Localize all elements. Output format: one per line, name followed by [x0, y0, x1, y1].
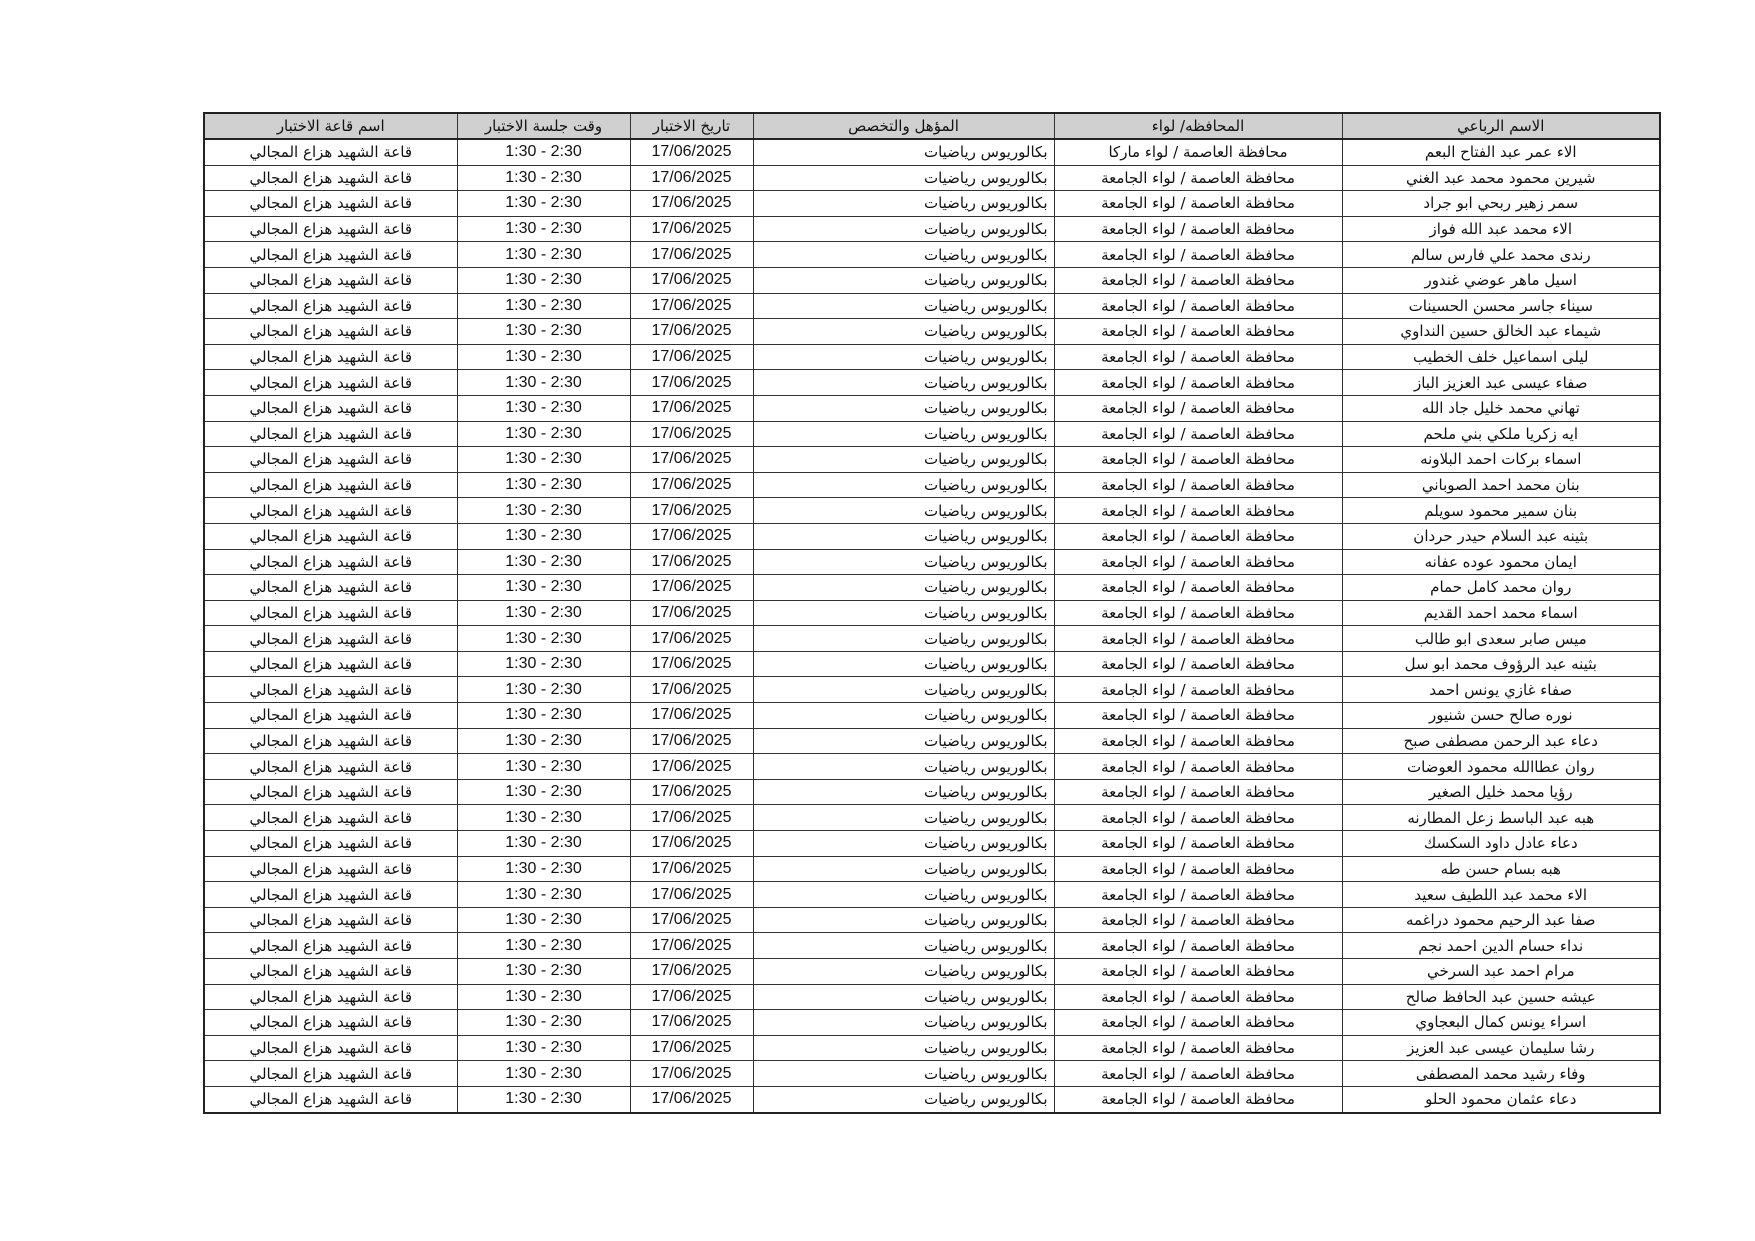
cell-exam-time: 1:30 - 2:30: [457, 293, 630, 319]
cell-exam-time: 1:30 - 2:30: [457, 933, 630, 959]
cell-full-name: هبه عبد الباسط زعل المطارنه: [1342, 805, 1660, 831]
cell-exam-date: 17/06/2025: [630, 703, 753, 729]
cell-full-name: تهاني محمد خليل جاد الله: [1342, 395, 1660, 421]
cell-exam-room: قاعة الشهيد هزاع المجالي: [204, 1035, 457, 1061]
cell-exam-room: قاعة الشهيد هزاع المجالي: [204, 216, 457, 242]
cell-exam-date: 17/06/2025: [630, 1010, 753, 1036]
cell-exam-room: قاعة الشهيد هزاع المجالي: [204, 267, 457, 293]
cell-qualification: بكالوريوس رياضيات: [753, 1061, 1054, 1087]
cell-exam-date: 17/06/2025: [630, 267, 753, 293]
cell-exam-date: 17/06/2025: [630, 831, 753, 857]
cell-exam-date: 17/06/2025: [630, 907, 753, 933]
cell-full-name: نوره صالح حسن شنيور: [1342, 703, 1660, 729]
cell-exam-time: 1:30 - 2:30: [457, 216, 630, 242]
cell-exam-room: قاعة الشهيد هزاع المجالي: [204, 626, 457, 652]
cell-exam-room: قاعة الشهيد هزاع المجالي: [204, 447, 457, 473]
cell-qualification: بكالوريوس رياضيات: [753, 754, 1054, 780]
table-row: [204, 651, 1660, 677]
cell-exam-room: قاعة الشهيد هزاع المجالي: [204, 728, 457, 754]
cell-full-name: دعاء عبد الرحمن مصطفى صبح: [1342, 728, 1660, 754]
cell-exam-date: 17/06/2025: [630, 1035, 753, 1061]
cell-full-name: بثينه عبد السلام حيدر حردان: [1342, 523, 1660, 549]
cell-full-name: صفاء عيسى عبد العزيز الباز: [1342, 370, 1660, 396]
cell-governorate: محافظة العاصمة / لواء الجامعة: [1054, 575, 1342, 601]
cell-full-name: ايه زكريا ملكي بني ملحم: [1342, 421, 1660, 447]
cell-qualification: بكالوريوس رياضيات: [753, 677, 1054, 703]
cell-governorate: محافظة العاصمة / لواء الجامعة: [1054, 1061, 1342, 1087]
table-row: [204, 703, 1660, 729]
table-row: [204, 1035, 1660, 1061]
cell-exam-date: 17/06/2025: [630, 395, 753, 421]
cell-exam-time: 1:30 - 2:30: [457, 549, 630, 575]
cell-exam-date: 17/06/2025: [630, 472, 753, 498]
table-row: [204, 216, 1660, 242]
cell-governorate: محافظة العاصمة / لواء الجامعة: [1054, 856, 1342, 882]
cell-governorate: محافظة العاصمة / لواء الجامعة: [1054, 165, 1342, 191]
cell-full-name: نداء حسام الدين احمد نجم: [1342, 933, 1660, 959]
cell-full-name: دعاء عثمان محمود الحلو: [1342, 1086, 1660, 1112]
cell-governorate: محافظة العاصمة / لواء الجامعة: [1054, 447, 1342, 473]
cell-full-name: الاء محمد عبد اللطيف سعيد: [1342, 882, 1660, 908]
cell-full-name: رشا سليمان عيسى عبد العزيز: [1342, 1035, 1660, 1061]
cell-exam-date: 17/06/2025: [630, 1086, 753, 1112]
cell-qualification: بكالوريوس رياضيات: [753, 165, 1054, 191]
cell-exam-time: 1:30 - 2:30: [457, 421, 630, 447]
cell-exam-date: 17/06/2025: [630, 677, 753, 703]
cell-governorate: محافظة العاصمة / لواء الجامعة: [1054, 984, 1342, 1010]
cell-qualification: بكالوريوس رياضيات: [753, 549, 1054, 575]
cell-full-name: روان محمد كامل حمام: [1342, 575, 1660, 601]
cell-qualification: بكالوريوس رياضيات: [753, 523, 1054, 549]
table-row: [204, 370, 1660, 396]
cell-exam-time: 1:30 - 2:30: [457, 959, 630, 985]
cell-exam-room: قاعة الشهيد هزاع المجالي: [204, 1061, 457, 1087]
cell-qualification: بكالوريوس رياضيات: [753, 370, 1054, 396]
table-header: [204, 113, 1660, 139]
table-row: [204, 600, 1660, 626]
cell-exam-date: 17/06/2025: [630, 447, 753, 473]
cell-qualification: بكالوريوس رياضيات: [753, 344, 1054, 370]
table-row: [204, 395, 1660, 421]
cell-exam-time: 1:30 - 2:30: [457, 1086, 630, 1112]
cell-exam-room: قاعة الشهيد هزاع المجالي: [204, 242, 457, 268]
table-row: [204, 523, 1660, 549]
cell-exam-time: 1:30 - 2:30: [457, 805, 630, 831]
cell-exam-date: 17/06/2025: [630, 421, 753, 447]
cell-governorate: محافظة العاصمة / لواء الجامعة: [1054, 267, 1342, 293]
header-exam-room: اسم قاعة الاختبار: [204, 113, 457, 139]
cell-exam-time: 1:30 - 2:30: [457, 856, 630, 882]
cell-qualification: بكالوريوس رياضيات: [753, 651, 1054, 677]
cell-exam-room: قاعة الشهيد هزاع المجالي: [204, 549, 457, 575]
table-row: [204, 984, 1660, 1010]
cell-exam-time: 1:30 - 2:30: [457, 831, 630, 857]
cell-full-name: بثينه عبد الرؤوف محمد ابو سل: [1342, 651, 1660, 677]
cell-qualification: بكالوريوس رياضيات: [753, 1010, 1054, 1036]
cell-governorate: محافظة العاصمة / لواء الجامعة: [1054, 805, 1342, 831]
table-row: [204, 882, 1660, 908]
cell-exam-time: 1:30 - 2:30: [457, 600, 630, 626]
cell-exam-date: 17/06/2025: [630, 293, 753, 319]
cell-governorate: محافظة العاصمة / لواء الجامعة: [1054, 831, 1342, 857]
cell-qualification: بكالوريوس رياضيات: [753, 831, 1054, 857]
cell-governorate: محافظة العاصمة / لواء الجامعة: [1054, 959, 1342, 985]
cell-exam-room: قاعة الشهيد هزاع المجالي: [204, 703, 457, 729]
cell-exam-time: 1:30 - 2:30: [457, 447, 630, 473]
cell-exam-room: قاعة الشهيد هزاع المجالي: [204, 677, 457, 703]
cell-governorate: محافظة العاصمة / لواء الجامعة: [1054, 242, 1342, 268]
cell-governorate: محافظة العاصمة / لواء الجامعة: [1054, 626, 1342, 652]
cell-full-name: ليلى اسماعيل خلف الخطيب: [1342, 344, 1660, 370]
cell-exam-time: 1:30 - 2:30: [457, 498, 630, 524]
cell-exam-room: قاعة الشهيد هزاع المجالي: [204, 165, 457, 191]
cell-full-name: اسماء بركات احمد البلاونه: [1342, 447, 1660, 473]
cell-qualification: بكالوريوس رياضيات: [753, 191, 1054, 217]
table-row: [204, 447, 1660, 473]
cell-full-name: الاء محمد عبد الله فواز: [1342, 216, 1660, 242]
cell-governorate: محافظة العاصمة / لواء الجامعة: [1054, 600, 1342, 626]
cell-qualification: بكالوريوس رياضيات: [753, 1035, 1054, 1061]
cell-exam-date: 17/06/2025: [630, 319, 753, 345]
cell-qualification: بكالوريوس رياضيات: [753, 498, 1054, 524]
cell-governorate: محافظة العاصمة / لواء الجامعة: [1054, 395, 1342, 421]
cell-exam-room: قاعة الشهيد هزاع المجالي: [204, 319, 457, 345]
cell-exam-time: 1:30 - 2:30: [457, 651, 630, 677]
cell-exam-time: 1:30 - 2:30: [457, 1061, 630, 1087]
cell-exam-date: 17/06/2025: [630, 216, 753, 242]
cell-exam-room: قاعة الشهيد هزاع المجالي: [204, 882, 457, 908]
table-row: [204, 293, 1660, 319]
cell-qualification: بكالوريوس رياضيات: [753, 319, 1054, 345]
cell-exam-time: 1:30 - 2:30: [457, 984, 630, 1010]
table-body: [204, 139, 1660, 1113]
cell-exam-date: 17/06/2025: [630, 1061, 753, 1087]
cell-exam-time: 1:30 - 2:30: [457, 1010, 630, 1036]
header-row: [204, 113, 1660, 139]
cell-qualification: بكالوريوس رياضيات: [753, 293, 1054, 319]
table-row: [204, 139, 1660, 165]
cell-exam-time: 1:30 - 2:30: [457, 779, 630, 805]
cell-exam-room: قاعة الشهيد هزاع المجالي: [204, 191, 457, 217]
cell-qualification: بكالوريوس رياضيات: [753, 421, 1054, 447]
cell-exam-time: 1:30 - 2:30: [457, 191, 630, 217]
cell-qualification: بكالوريوس رياضيات: [753, 882, 1054, 908]
cell-full-name: سمر زهير ربحي ابو جراد: [1342, 191, 1660, 217]
cell-exam-time: 1:30 - 2:30: [457, 319, 630, 345]
cell-full-name: رندى محمد علي فارس سالم: [1342, 242, 1660, 268]
cell-exam-time: 1:30 - 2:30: [457, 472, 630, 498]
cell-exam-date: 17/06/2025: [630, 984, 753, 1010]
cell-full-name: بنان محمد احمد الصوباني: [1342, 472, 1660, 498]
cell-full-name: دعاء عادل داود السكسك: [1342, 831, 1660, 857]
cell-governorate: محافظة العاصمة / لواء الجامعة: [1054, 472, 1342, 498]
cell-full-name: شيرين محمود محمد عبد الغني: [1342, 165, 1660, 191]
table-row: [204, 728, 1660, 754]
table-row: [204, 319, 1660, 345]
cell-qualification: بكالوريوس رياضيات: [753, 805, 1054, 831]
table-row: [204, 191, 1660, 217]
cell-qualification: بكالوريوس رياضيات: [753, 600, 1054, 626]
cell-exam-room: قاعة الشهيد هزاع المجالي: [204, 984, 457, 1010]
cell-exam-room: قاعة الشهيد هزاع المجالي: [204, 395, 457, 421]
cell-full-name: سيناء جاسر محسن الحسينات: [1342, 293, 1660, 319]
table-row: [204, 805, 1660, 831]
cell-full-name: بنان سمير محمود سويلم: [1342, 498, 1660, 524]
cell-exam-date: 17/06/2025: [630, 754, 753, 780]
cell-governorate: محافظة العاصمة / لواء ماركا: [1054, 139, 1342, 165]
table-row: [204, 856, 1660, 882]
cell-exam-time: 1:30 - 2:30: [457, 165, 630, 191]
table-row: [204, 472, 1660, 498]
cell-exam-date: 17/06/2025: [630, 959, 753, 985]
table-row: [204, 575, 1660, 601]
cell-exam-room: قاعة الشهيد هزاع المجالي: [204, 831, 457, 857]
header-governorate: المحافظه/ لواء: [1054, 113, 1342, 139]
cell-full-name: ميس صابر سعدى ابو طالب: [1342, 626, 1660, 652]
cell-qualification: بكالوريوس رياضيات: [753, 242, 1054, 268]
cell-exam-date: 17/06/2025: [630, 728, 753, 754]
cell-exam-room: قاعة الشهيد هزاع المجالي: [204, 779, 457, 805]
cell-governorate: محافظة العاصمة / لواء الجامعة: [1054, 370, 1342, 396]
cell-full-name: ايمان محمود عوده عفانه: [1342, 549, 1660, 575]
cell-exam-room: قاعة الشهيد هزاع المجالي: [204, 959, 457, 985]
cell-governorate: محافظة العاصمة / لواء الجامعة: [1054, 651, 1342, 677]
cell-governorate: محافظة العاصمة / لواء الجامعة: [1054, 421, 1342, 447]
cell-governorate: محافظة العاصمة / لواء الجامعة: [1054, 523, 1342, 549]
cell-exam-date: 17/06/2025: [630, 242, 753, 268]
cell-qualification: بكالوريوس رياضيات: [753, 856, 1054, 882]
cell-full-name: اسراء يونس كمال البعجاوي: [1342, 1010, 1660, 1036]
cell-exam-time: 1:30 - 2:30: [457, 907, 630, 933]
cell-full-name: الاء عمر عبد الفتاح البعم: [1342, 139, 1660, 165]
cell-exam-room: قاعة الشهيد هزاع المجالي: [204, 575, 457, 601]
table-row: [204, 779, 1660, 805]
cell-exam-room: قاعة الشهيد هزاع المجالي: [204, 498, 457, 524]
table-row: [204, 165, 1660, 191]
cell-exam-date: 17/06/2025: [630, 856, 753, 882]
cell-exam-room: قاعة الشهيد هزاع المجالي: [204, 933, 457, 959]
cell-qualification: بكالوريوس رياضيات: [753, 907, 1054, 933]
cell-exam-room: قاعة الشهيد هزاع المجالي: [204, 805, 457, 831]
table-row: [204, 754, 1660, 780]
cell-full-name: رؤيا محمد خليل الصغير: [1342, 779, 1660, 805]
cell-exam-room: قاعة الشهيد هزاع المجالي: [204, 754, 457, 780]
cell-exam-date: 17/06/2025: [630, 626, 753, 652]
cell-exam-room: قاعة الشهيد هزاع المجالي: [204, 600, 457, 626]
header-qualification: المؤهل والتخصص: [753, 113, 1054, 139]
cell-exam-time: 1:30 - 2:30: [457, 575, 630, 601]
cell-exam-time: 1:30 - 2:30: [457, 523, 630, 549]
cell-exam-room: قاعة الشهيد هزاع المجالي: [204, 651, 457, 677]
cell-governorate: محافظة العاصمة / لواء الجامعة: [1054, 907, 1342, 933]
cell-exam-room: قاعة الشهيد هزاع المجالي: [204, 370, 457, 396]
cell-exam-date: 17/06/2025: [630, 651, 753, 677]
cell-exam-time: 1:30 - 2:30: [457, 754, 630, 780]
table-row: [204, 267, 1660, 293]
cell-exam-time: 1:30 - 2:30: [457, 267, 630, 293]
cell-exam-date: 17/06/2025: [630, 165, 753, 191]
header-full-name: الاسم الرباعي: [1342, 113, 1660, 139]
exam-schedule-table: [203, 112, 1661, 1114]
cell-exam-date: 17/06/2025: [630, 779, 753, 805]
table-row: [204, 498, 1660, 524]
cell-qualification: بكالوريوس رياضيات: [753, 395, 1054, 421]
cell-qualification: بكالوريوس رياضيات: [753, 267, 1054, 293]
cell-governorate: محافظة العاصمة / لواء الجامعة: [1054, 319, 1342, 345]
table-row: [204, 344, 1660, 370]
cell-exam-room: قاعة الشهيد هزاع المجالي: [204, 1010, 457, 1036]
cell-full-name: وفاء رشيد محمد المصطفى: [1342, 1061, 1660, 1087]
cell-governorate: محافظة العاصمة / لواء الجامعة: [1054, 728, 1342, 754]
cell-exam-date: 17/06/2025: [630, 549, 753, 575]
cell-governorate: محافظة العاصمة / لواء الجامعة: [1054, 216, 1342, 242]
cell-exam-date: 17/06/2025: [630, 600, 753, 626]
cell-exam-date: 17/06/2025: [630, 370, 753, 396]
cell-exam-time: 1:30 - 2:30: [457, 677, 630, 703]
table-row: [204, 933, 1660, 959]
cell-exam-time: 1:30 - 2:30: [457, 370, 630, 396]
cell-exam-time: 1:30 - 2:30: [457, 344, 630, 370]
cell-governorate: محافظة العاصمة / لواء الجامعة: [1054, 1086, 1342, 1112]
cell-full-name: اسيل ماهر عوضي غندور: [1342, 267, 1660, 293]
cell-full-name: صفاء غازي يونس احمد: [1342, 677, 1660, 703]
cell-qualification: بكالوريوس رياضيات: [753, 447, 1054, 473]
cell-governorate: محافظة العاصمة / لواء الجامعة: [1054, 779, 1342, 805]
cell-exam-room: قاعة الشهيد هزاع المجالي: [204, 472, 457, 498]
cell-qualification: بكالوريوس رياضيات: [753, 984, 1054, 1010]
cell-governorate: محافظة العاصمة / لواء الجامعة: [1054, 191, 1342, 217]
cell-exam-date: 17/06/2025: [630, 498, 753, 524]
cell-qualification: بكالوريوس رياضيات: [753, 959, 1054, 985]
cell-governorate: محافظة العاصمة / لواء الجامعة: [1054, 703, 1342, 729]
cell-exam-date: 17/06/2025: [630, 933, 753, 959]
table-row: [204, 1061, 1660, 1087]
cell-exam-date: 17/06/2025: [630, 139, 753, 165]
table-row: [204, 549, 1660, 575]
cell-governorate: محافظة العاصمة / لواء الجامعة: [1054, 1010, 1342, 1036]
cell-governorate: محافظة العاصمة / لواء الجامعة: [1054, 933, 1342, 959]
header-exam-date: تاريخ الاختبار: [630, 113, 753, 139]
cell-governorate: محافظة العاصمة / لواء الجامعة: [1054, 498, 1342, 524]
table-row: [204, 421, 1660, 447]
cell-exam-time: 1:30 - 2:30: [457, 242, 630, 268]
table-row: [204, 907, 1660, 933]
cell-governorate: محافظة العاصمة / لواء الجامعة: [1054, 754, 1342, 780]
cell-qualification: بكالوريوس رياضيات: [753, 779, 1054, 805]
cell-qualification: بكالوريوس رياضيات: [753, 575, 1054, 601]
cell-qualification: بكالوريوس رياضيات: [753, 703, 1054, 729]
header-exam-time: وقت جلسة الاختبار: [457, 113, 630, 139]
cell-governorate: محافظة العاصمة / لواء الجامعة: [1054, 1035, 1342, 1061]
table-row: [204, 677, 1660, 703]
cell-qualification: بكالوريوس رياضيات: [753, 626, 1054, 652]
cell-exam-date: 17/06/2025: [630, 575, 753, 601]
cell-exam-room: قاعة الشهيد هزاع المجالي: [204, 907, 457, 933]
cell-exam-time: 1:30 - 2:30: [457, 139, 630, 165]
cell-exam-room: قاعة الشهيد هزاع المجالي: [204, 139, 457, 165]
cell-exam-room: قاعة الشهيد هزاع المجالي: [204, 856, 457, 882]
cell-full-name: شيماء عبد الخالق حسين النداوي: [1342, 319, 1660, 345]
cell-exam-time: 1:30 - 2:30: [457, 395, 630, 421]
cell-exam-time: 1:30 - 2:30: [457, 882, 630, 908]
cell-exam-room: قاعة الشهيد هزاع المجالي: [204, 344, 457, 370]
cell-exam-date: 17/06/2025: [630, 344, 753, 370]
cell-full-name: هبه بسام حسن طه: [1342, 856, 1660, 882]
table-row: [204, 626, 1660, 652]
cell-qualification: بكالوريوس رياضيات: [753, 728, 1054, 754]
cell-exam-time: 1:30 - 2:30: [457, 1035, 630, 1061]
cell-governorate: محافظة العاصمة / لواء الجامعة: [1054, 293, 1342, 319]
cell-qualification: بكالوريوس رياضيات: [753, 139, 1054, 165]
cell-exam-room: قاعة الشهيد هزاع المجالي: [204, 523, 457, 549]
cell-exam-date: 17/06/2025: [630, 882, 753, 908]
cell-qualification: بكالوريوس رياضيات: [753, 216, 1054, 242]
cell-full-name: اسماء محمد احمد القديم: [1342, 600, 1660, 626]
cell-qualification: بكالوريوس رياضيات: [753, 933, 1054, 959]
table-row: [204, 242, 1660, 268]
cell-full-name: عيشه حسين عبد الحافظ صالح: [1342, 984, 1660, 1010]
cell-exam-date: 17/06/2025: [630, 805, 753, 831]
table-row: [204, 1086, 1660, 1112]
cell-exam-room: قاعة الشهيد هزاع المجالي: [204, 1086, 457, 1112]
cell-qualification: بكالوريوس رياضيات: [753, 1086, 1054, 1112]
cell-governorate: محافظة العاصمة / لواء الجامعة: [1054, 344, 1342, 370]
cell-exam-time: 1:30 - 2:30: [457, 703, 630, 729]
cell-governorate: محافظة العاصمة / لواء الجامعة: [1054, 549, 1342, 575]
cell-exam-date: 17/06/2025: [630, 523, 753, 549]
table-row: [204, 831, 1660, 857]
table-row: [204, 959, 1660, 985]
table-row: [204, 1010, 1660, 1036]
cell-full-name: مرام احمد عبد السرخي: [1342, 959, 1660, 985]
cell-exam-date: 17/06/2025: [630, 191, 753, 217]
cell-governorate: محافظة العاصمة / لواء الجامعة: [1054, 677, 1342, 703]
cell-governorate: محافظة العاصمة / لواء الجامعة: [1054, 882, 1342, 908]
cell-qualification: بكالوريوس رياضيات: [753, 472, 1054, 498]
cell-full-name: روان عطاالله محمود العوضات: [1342, 754, 1660, 780]
cell-exam-room: قاعة الشهيد هزاع المجالي: [204, 293, 457, 319]
cell-exam-room: قاعة الشهيد هزاع المجالي: [204, 421, 457, 447]
cell-exam-time: 1:30 - 2:30: [457, 626, 630, 652]
cell-exam-time: 1:30 - 2:30: [457, 728, 630, 754]
cell-full-name: صفا عبد الرحيم محمود دراغمه: [1342, 907, 1660, 933]
